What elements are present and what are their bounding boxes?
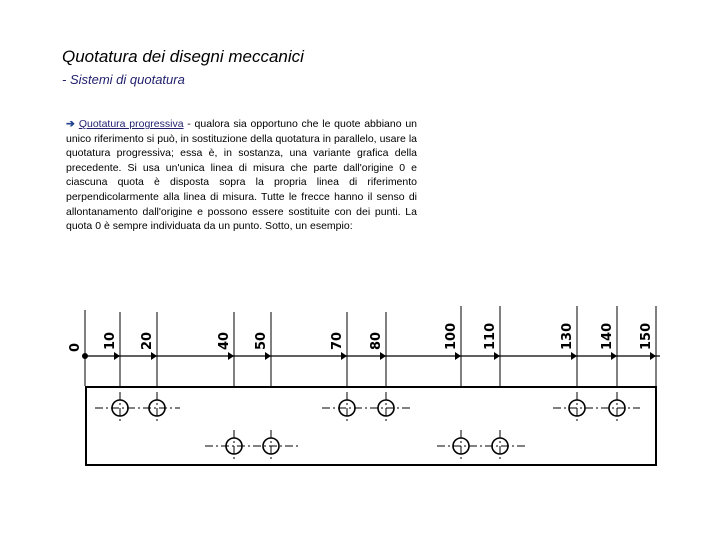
dim-label: 130 — [560, 322, 575, 350]
term-quotatura-progressiva: Quotatura progressiva — [78, 118, 184, 130]
dim-label: 140 — [600, 322, 615, 350]
dim-label: 50 — [254, 331, 269, 350]
dim-label: 0 — [68, 342, 83, 352]
description-paragraph — [66, 117, 417, 234]
slide-subtitle: - Sistemi di quotatura — [62, 72, 185, 87]
slide-title: Quotatura dei disegni meccanici — [62, 47, 304, 66]
dim-label: 40 — [217, 331, 232, 350]
technical-drawing — [0, 290, 720, 540]
dim-label: 80 — [369, 331, 384, 350]
paragraph-text: - qualora sia opportuno che le quote abbiano un unico riferimento si può, in sostituzione della quotatura in parallelo, usare la quotatura progressiva; essa è, in sostanza, una variante grafica della precedente. Si usa un'unica linea di misura che parte dall'origine 0 e ciascuna quota è disposta sopra la propria linea di riferimento perpendicolarmente alla linea di misura. Tutte le frecce hanno il senso di allontanamento dall'origine e possono essere sostituite con dei punti. La quota 0 è sempre individuata da un punto. Sotto, un esempio: — [66, 118, 418, 233]
dim-label: 150 — [639, 322, 654, 350]
dim-label: 70 — [330, 331, 345, 350]
dim-label: 100 — [444, 322, 459, 350]
right-arrow-icon: ➔ — [66, 118, 75, 130]
dim-label: 110 — [483, 322, 498, 350]
center-lines — [95, 392, 640, 462]
dim-label: 20 — [140, 331, 155, 350]
dim-label: 10 — [103, 331, 118, 350]
part-outline — [86, 387, 656, 465]
